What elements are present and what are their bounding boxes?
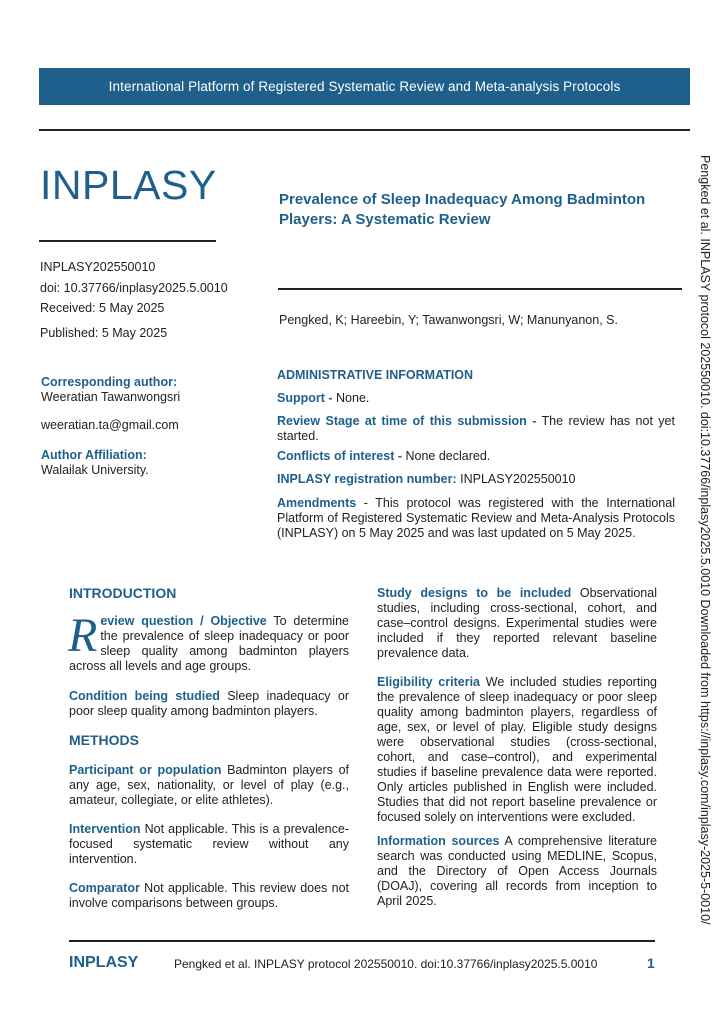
reg-text: INPLASY202550010 xyxy=(456,472,576,486)
conflicts-text: None declared. xyxy=(402,449,491,463)
author-email[interactable]: weeratian.ta@gmail.com xyxy=(41,418,179,432)
review-question-text: To determine the prevalence of sleep inadequacy or poor sleep quality among badminton players across all levels and age groups. xyxy=(69,614,349,673)
eligibility-label: Eligibility criteria xyxy=(377,675,480,689)
study-designs-label: Study designs to be included xyxy=(377,586,572,600)
conflicts-label: Conflicts of interest - xyxy=(277,449,403,463)
published-date: Published: 5 May 2025 xyxy=(40,326,168,340)
intervention-text: Not applicable. This is a prevalence-focused systematic review without any intervention. xyxy=(69,822,349,866)
footer-logo: INPLASY xyxy=(69,954,139,971)
corresponding-name: Weeratian Tawanwongsri xyxy=(41,390,181,404)
top-divider xyxy=(39,129,690,131)
amendments-line xyxy=(277,496,675,541)
received-date: Received: 5 May 2025 xyxy=(40,301,165,315)
information-sources-paragraph xyxy=(377,834,657,909)
corresponding-author-block xyxy=(41,375,180,405)
footer-citation: Pengked et al. INPLASY protocol 202550010. doi:10.37766/inplasy2025.5.0010 xyxy=(174,957,598,971)
conflicts-line xyxy=(277,449,675,464)
admin-heading: ADMINISTRATIVE INFORMATION xyxy=(277,368,474,382)
inplasy-logo: INPLASY xyxy=(40,162,217,208)
support-line xyxy=(277,391,675,406)
header-banner xyxy=(39,68,690,105)
information-sources-text: A comprehensive literature search was conducted using MEDLINE, Scopus, and the Directory of Open Access Journals (DOAJ), covering all records from inception to April 2025. xyxy=(377,834,657,908)
registration-id: INPLASY202550010 xyxy=(40,260,156,274)
support-text: None. xyxy=(332,391,370,405)
vertical-citation: Pengked et al. INPLASY protocol 202550010. doi:10.37766/inplasy2025.5.0010 Downloaded from https://inplasy.com/inplasy-2025-5-0010/ xyxy=(698,155,712,925)
amend-text: - This protocol was registered with the International Platform of Registered Systematic Review and Meta-Analysis Protocols (INPLASY) on 5 May 2025 and was last updated on 5 May 2025. xyxy=(277,496,675,540)
eligibility-text: We included studies reporting the prevalence of sleep inadequacy or poor sleep quality among badminton players, regardless of age, sex, or level of play. Eligible study designs were observational studies (cross-sectional, cohort, and case–control), and experimental studies if baseline prevalence data were reported. Only articles published in English were included. Studies that did not report baseline prevalence or focused solely on interventions were excluded. xyxy=(377,675,657,824)
page-number: 1 xyxy=(647,955,655,971)
comparator-label: Comparator xyxy=(69,881,140,895)
dropcap-letter: R xyxy=(68,609,98,662)
review-question-label: eview question / Objective xyxy=(100,614,267,628)
study-designs-text: Observational studies, including cross-sectional, cohort, and case–control designs. Experimental studies were included if they reported relevant baseline prevalence data. xyxy=(377,586,657,660)
paper-title: Prevalence of Sleep Inadequacy Among Badminton Players: A Systematic Review xyxy=(279,191,646,228)
stage-label: Review Stage at time of this submission - xyxy=(277,414,537,428)
study-designs-paragraph xyxy=(377,586,657,661)
introduction-heading: INTRODUCTION xyxy=(69,585,177,601)
reg-label: INPLASY registration number: xyxy=(277,472,457,486)
population-paragraph xyxy=(69,763,349,808)
banner-text: International Platform of Registered Systematic Review and Meta-analysis Protocols xyxy=(108,79,621,94)
population-text: Badminton players of any age, sex, nationality, or level of play (e.g., amateur, collegiate, or elite athletes). xyxy=(69,763,349,807)
author-list: Pengked, K; Hareebin, Y; Tawanwongsri, W; Manunyanon, S. xyxy=(279,313,618,327)
amend-label: Amendments xyxy=(277,496,357,510)
comparator-text: Not applicable. This review does not involve comparisons between groups. xyxy=(69,881,349,910)
comparator-paragraph xyxy=(69,881,349,911)
registration-number-line xyxy=(277,472,675,487)
title-divider xyxy=(278,288,682,290)
condition-paragraph xyxy=(69,689,349,719)
methods-heading: METHODS xyxy=(69,732,139,748)
support-label: Support - xyxy=(277,391,333,405)
review-question-paragraph xyxy=(68,609,349,674)
affiliation-label: Author Affiliation: xyxy=(41,448,147,462)
condition-label: Condition being studied xyxy=(69,689,220,703)
doi-text: doi: 10.37766/inplasy2025.5.0010 xyxy=(40,281,228,295)
affiliation-block xyxy=(41,448,149,478)
affiliation-text: Walailak University. xyxy=(41,463,149,477)
logo-underline xyxy=(39,240,216,242)
population-label: Participant or population xyxy=(69,763,222,777)
intervention-label: Intervention xyxy=(69,822,141,836)
review-stage-line xyxy=(277,414,675,444)
intervention-paragraph xyxy=(69,822,349,867)
corresponding-label: Corresponding author: xyxy=(41,375,178,389)
stage-text: The review has not yet started. xyxy=(277,414,675,443)
eligibility-paragraph xyxy=(377,675,657,825)
condition-text: Sleep inadequacy or poor sleep quality among badminton players. xyxy=(69,689,349,718)
information-sources-label: Information sources xyxy=(377,834,500,848)
footer-divider xyxy=(69,940,655,942)
